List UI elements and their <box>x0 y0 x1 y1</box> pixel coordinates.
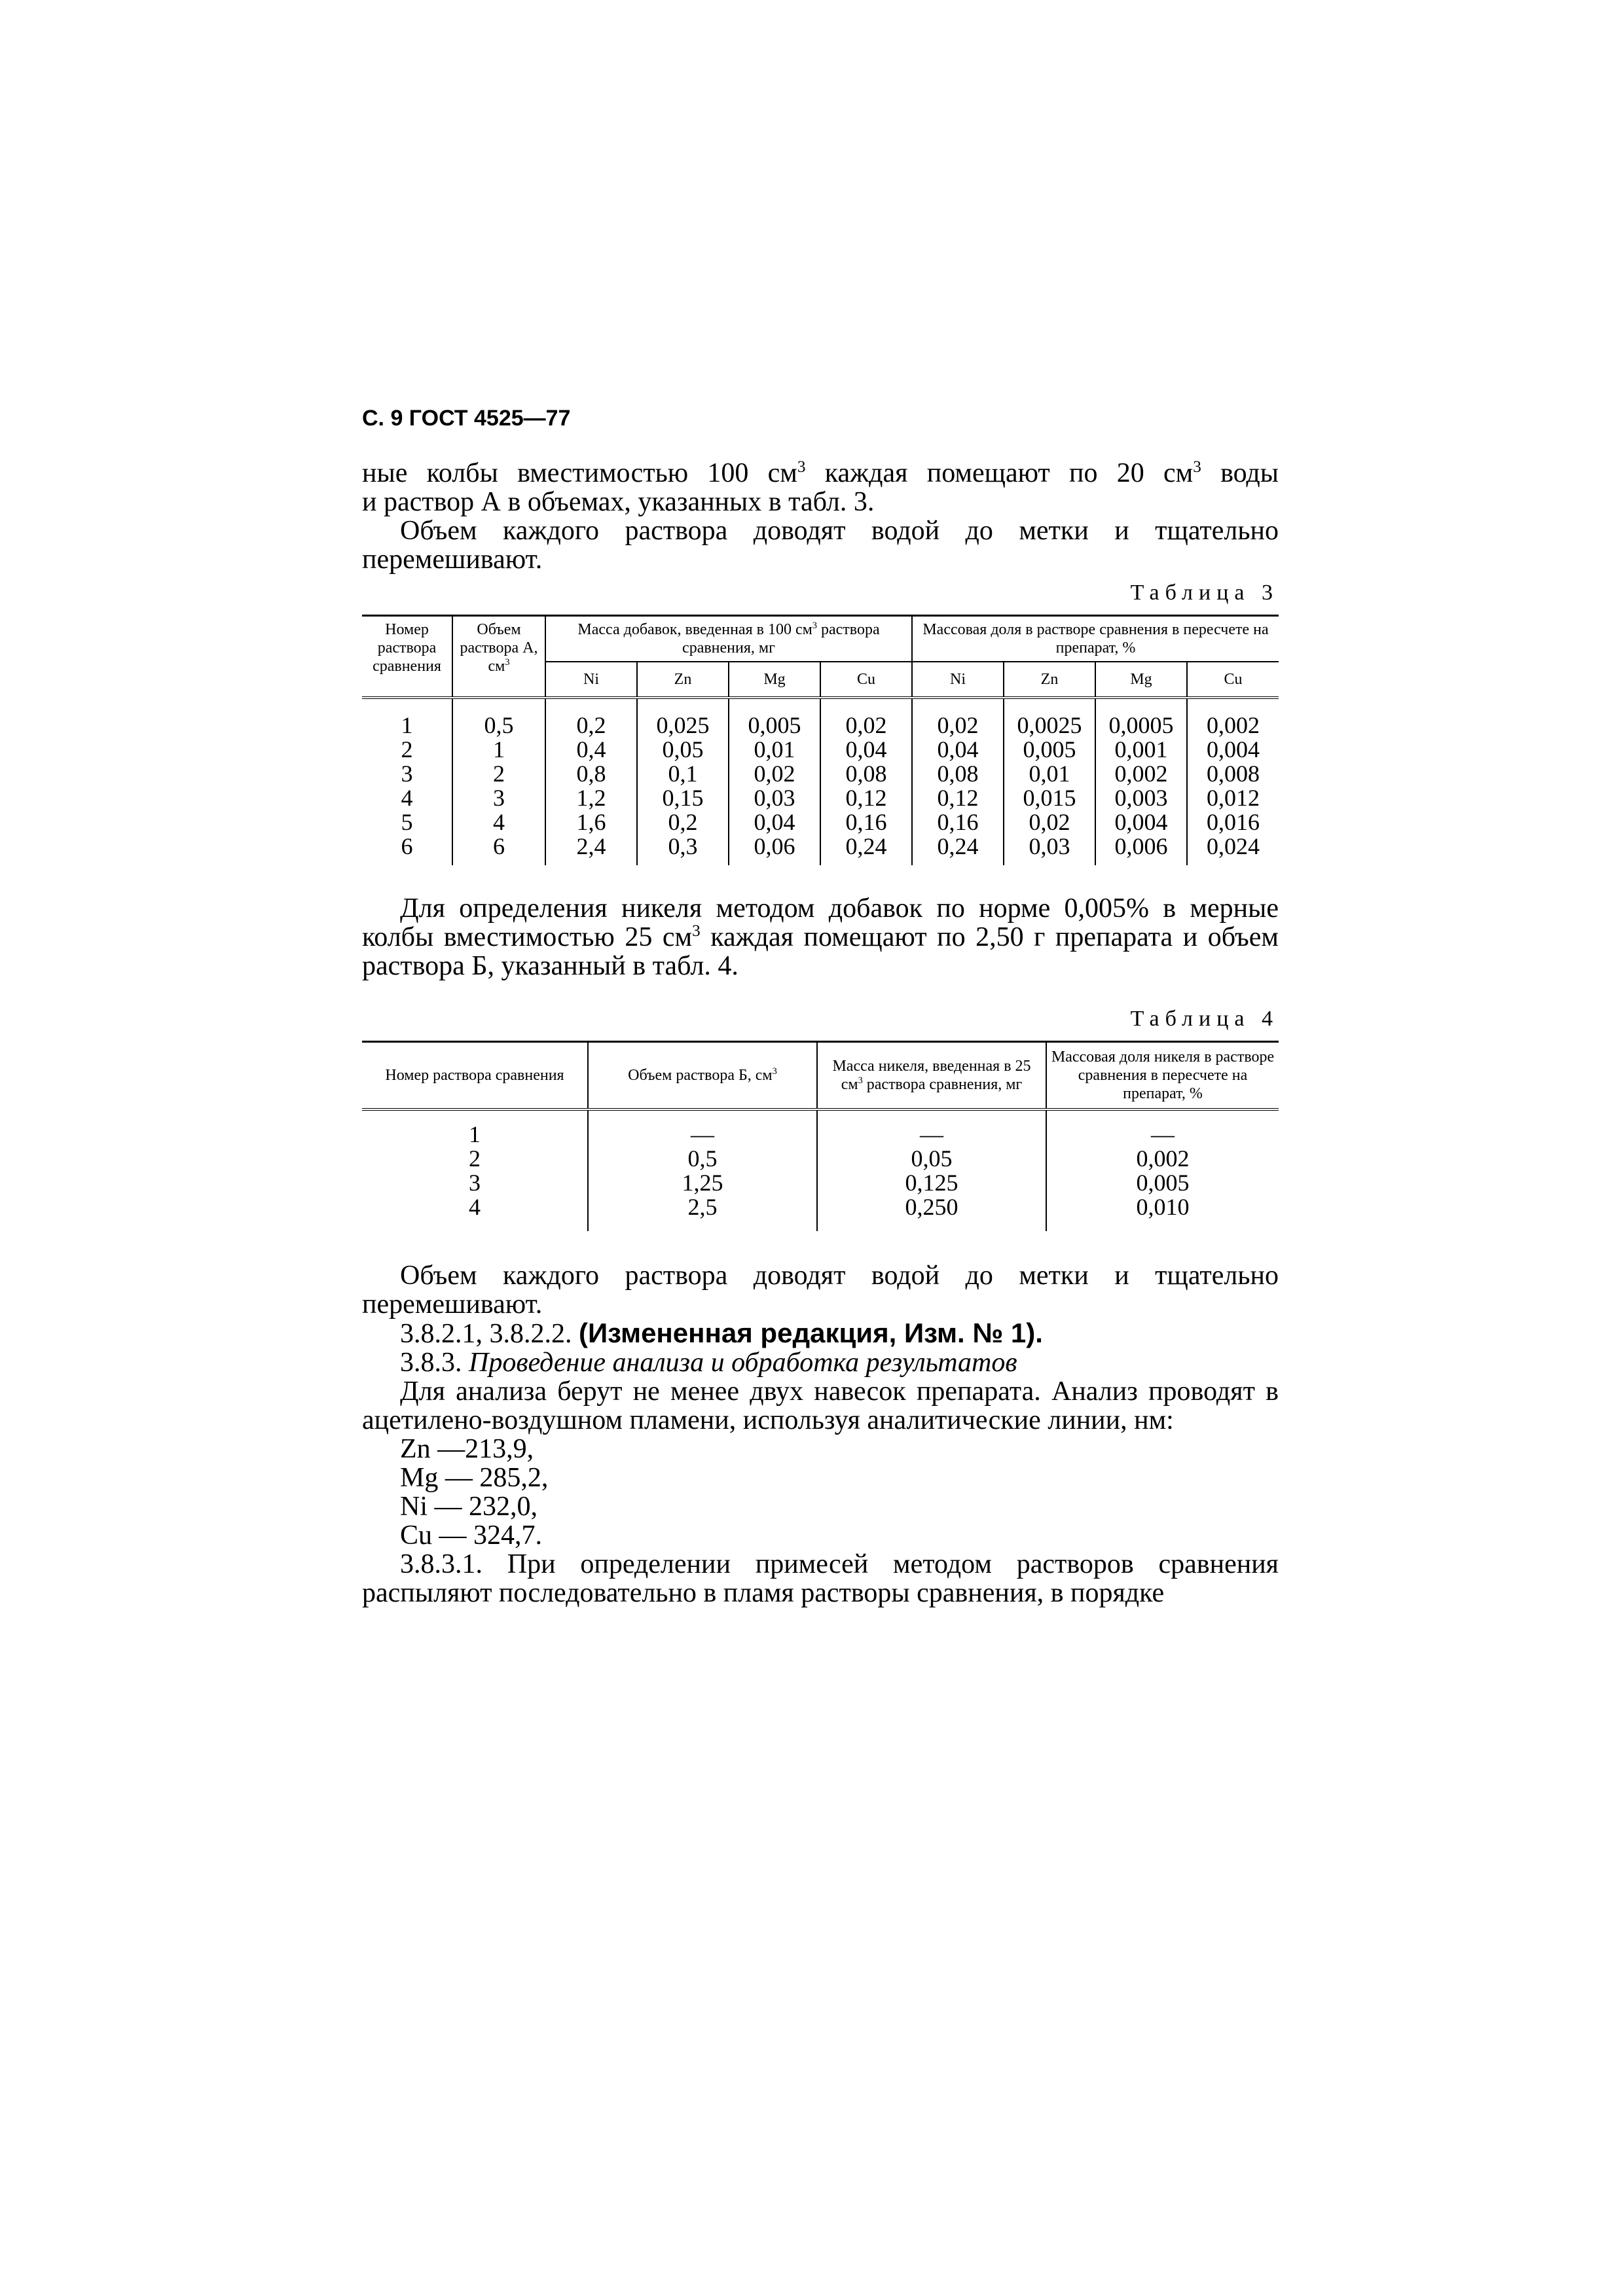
table3-element-header: Mg <box>729 662 820 698</box>
table-cell: 0,015 <box>1004 786 1095 810</box>
table-cell: 0,0025 <box>1004 698 1095 738</box>
table-cell: — <box>588 1109 817 1147</box>
section-heading: 3.8.3. Проведение анализа и обработка результатов <box>400 1348 1017 1378</box>
table3-header-volume: Объем раствора А, $см^3$ <box>452 616 545 698</box>
intro-line-1: ные колбы вместимостью 100 $см^3$ каждая помещают по 20 $см^3$ воды <box>362 458 1279 488</box>
table-cell: 0,3 <box>637 834 729 865</box>
table-cell: 0,002 <box>1136 1145 1190 1172</box>
table4-header-number: Номер раствора сравнения <box>362 1042 588 1110</box>
table-cell: 3 <box>452 786 545 810</box>
table-cell: 0,006 <box>1095 834 1187 865</box>
table-cell: 0,002 <box>1095 762 1187 786</box>
table-cell: 0,16 <box>820 810 912 834</box>
table-cell: 1 <box>452 738 545 762</box>
table3-element-header: Cu <box>1187 662 1279 698</box>
table-cell: 0,5 <box>588 1147 817 1171</box>
table-cell: 5 <box>362 810 452 834</box>
table-cell: 1 <box>362 698 452 738</box>
table-cell: 0,05 <box>817 1147 1046 1171</box>
table-cell: 0,0005 <box>1095 698 1187 738</box>
page-header: С. 9 ГОСТ 4525—77 <box>362 406 571 431</box>
analytical-line-item: Ni — 232,0, <box>400 1492 538 1522</box>
analytical-line-item: Mg — 285,2, <box>400 1463 549 1493</box>
nickel-paragraph: Для определения никеля методом добавок по норме 0,005% в мерные колбы вместимостью 25 $см^3$ каждая помещают по 2,50 г препарата и объем раствора Б, указанный в табл. 4. <box>362 893 1279 981</box>
table-cell: 0,04 <box>912 738 1004 762</box>
table-cell: 0,8 <box>545 762 637 786</box>
table-cell: 0,04 <box>729 810 820 834</box>
table-cell: 2,5 <box>588 1195 817 1231</box>
table3-element-header: Ni <box>545 662 637 698</box>
table-cell: 0,250 <box>817 1195 1046 1231</box>
analysis-paragraph: Для анализа берут не менее двух навесок препарата. Анализ проводят в ацетилено-воздушном пламени, используя аналитические линии, нм: <box>362 1376 1279 1435</box>
table-cell: 0,03 <box>1004 834 1095 865</box>
table-cell: 0,1 <box>637 762 729 786</box>
table-cell: 4 <box>452 810 545 834</box>
analytical-line-item: Zn —213,9, <box>400 1434 534 1464</box>
table-cell: 0,01 <box>729 738 820 762</box>
final-paragraph: 3.8.3.1. При определении примесей методом растворов сравнения распыляют последовательно в пламя растворы сравнения, в порядке <box>362 1549 1279 1608</box>
table-cell: 3 <box>362 1171 588 1195</box>
table-cell: 0,08 <box>912 762 1004 786</box>
table-cell: 0,010 <box>1136 1194 1190 1220</box>
table-cell: 0,025 <box>637 698 729 738</box>
table-cell: 6 <box>362 834 452 865</box>
table-cell: 0,03 <box>729 786 820 810</box>
table-cell: 0,004 <box>1207 736 1260 762</box>
document-page <box>362 406 1279 1607</box>
table-row <box>362 1109 1279 1147</box>
table-cell: 1 <box>362 1109 588 1147</box>
analytical-lines-list <box>362 1435 1279 1550</box>
table-row <box>362 698 1279 738</box>
table-cell: 0,01 <box>1004 762 1095 786</box>
table-cell: 6 <box>452 834 545 865</box>
table-cell: 3 <box>362 762 452 786</box>
table-cell: 0,4 <box>545 738 637 762</box>
table-cell: 0,004 <box>1095 810 1187 834</box>
table-cell: 0,008 <box>1207 761 1260 787</box>
table-cell: 0,02 <box>729 762 820 786</box>
table-cell: 2 <box>362 1147 588 1171</box>
table-3 <box>362 615 1279 865</box>
table-cell: 0,24 <box>820 834 912 865</box>
table-cell: 2 <box>452 762 545 786</box>
table-cell: 0,04 <box>820 738 912 762</box>
table-cell: 0,16 <box>912 810 1004 834</box>
table-cell: 0,002 <box>1207 712 1260 738</box>
table-row <box>362 834 1279 865</box>
table-row <box>362 1147 1279 1171</box>
table-cell: 0,005 <box>729 698 820 738</box>
table3-element-header: Ni <box>912 662 1004 698</box>
table-row <box>362 810 1279 834</box>
table3-header-fraction: Массовая доля в растворе сравнения в пересчете на препарат, % <box>912 616 1279 662</box>
table-cell: 1,25 <box>588 1171 817 1195</box>
table-cell: — <box>817 1109 1046 1147</box>
analytical-line-item: Cu — 324,7. <box>400 1520 543 1551</box>
table-cell: 0,15 <box>637 786 729 810</box>
table-cell: 0,2 <box>545 698 637 738</box>
table-cell: 0,024 <box>1207 833 1260 859</box>
table4-header-mass: Масса никеля, введенная в 25 $см^3$ раствора сравнения, мг <box>817 1042 1046 1110</box>
table-row <box>362 762 1279 786</box>
table-cell: 0,08 <box>820 762 912 786</box>
table-cell: 0,2 <box>637 810 729 834</box>
table-cell: 0,02 <box>912 698 1004 738</box>
table4-header-fraction: Массовая доля никеля в растворе сравнения в пересчете на препарат, % <box>1046 1042 1279 1110</box>
table-cell: 0,125 <box>817 1171 1046 1195</box>
table4-caption: Таблица 4 <box>1130 1007 1279 1031</box>
table-cell: 0,016 <box>1207 809 1260 835</box>
after-paragraph: Объем каждого раствора доводят водой до метки и тщательно перемешивают. <box>362 1261 1279 1319</box>
table-cell: 4 <box>362 1195 588 1231</box>
table-cell: 0,005 <box>1136 1170 1190 1196</box>
table-row <box>362 1195 1279 1231</box>
table-cell: 0,012 <box>1207 785 1260 811</box>
table3-header-mass: Масса добавок, введенная в 100 $см^3$ раствора сравнения, мг <box>545 616 912 662</box>
intro-line-2: и раствор А в объемах, указанных в табл. 3. <box>362 487 875 517</box>
table-cell: 0,05 <box>637 738 729 762</box>
table3-header-number: Номер раствора сравнения <box>362 616 452 698</box>
intro-paragraph-2: Объем каждого раствора доводят водой до метки и тщательно перемешивают. <box>362 516 1279 575</box>
table-cell: 0,005 <box>1004 738 1095 762</box>
table-cell: 2 <box>362 738 452 762</box>
table-cell: 0,24 <box>912 834 1004 865</box>
table-cell: 0,003 <box>1095 786 1187 810</box>
table-cell: 0,12 <box>820 786 912 810</box>
table3-element-header: Cu <box>820 662 912 698</box>
table-row <box>362 1171 1279 1195</box>
table-row <box>362 786 1279 810</box>
table-cell: 2,4 <box>545 834 637 865</box>
amendment-note: 3.8.2.1, 3.8.2.2. (Измененная редакция, Изм. № 1). <box>400 1318 1043 1349</box>
table4-header-volume: Объем раствора Б, $см^3$ <box>588 1042 817 1110</box>
table-cell: 0,06 <box>729 834 820 865</box>
table3-caption: Таблица 3 <box>1130 581 1279 605</box>
table-cell: 4 <box>362 786 452 810</box>
table-cell: 1,6 <box>545 810 637 834</box>
table3-element-header: Zn <box>1004 662 1095 698</box>
table-cell: — <box>1151 1121 1175 1147</box>
table-cell: 0,12 <box>912 786 1004 810</box>
table3-element-header: Zn <box>637 662 729 698</box>
table-cell: 0,001 <box>1095 738 1187 762</box>
table3-element-header: Mg <box>1095 662 1187 698</box>
table-cell: 0,5 <box>452 698 545 738</box>
table-cell: 0,02 <box>820 698 912 738</box>
table-4 <box>362 1041 1279 1231</box>
table-row <box>362 738 1279 762</box>
table-cell: 1,2 <box>545 786 637 810</box>
table-cell: 0,02 <box>1004 810 1095 834</box>
